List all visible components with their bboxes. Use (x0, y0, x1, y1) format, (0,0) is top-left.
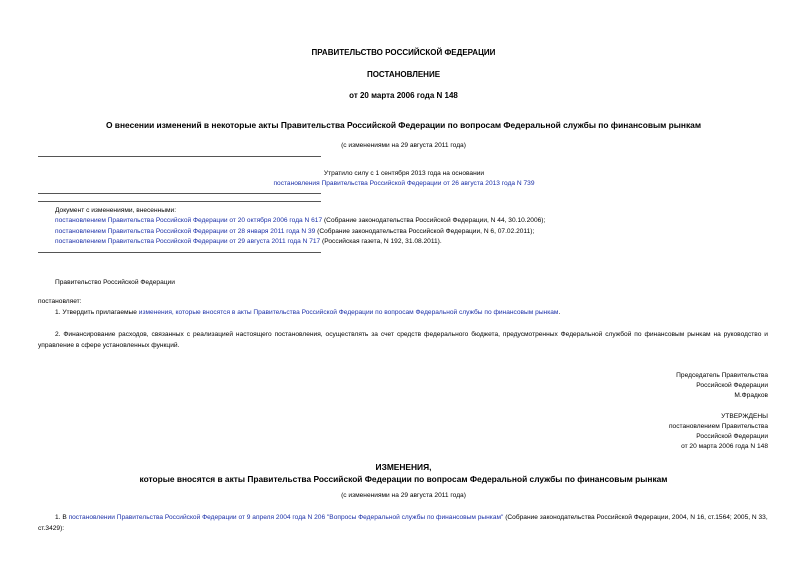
amendments-heading: Документ с изменениями, внесенными: (55, 207, 177, 214)
annex-changes-note: (с изменениями на 29 августа 2011 года) (341, 492, 466, 499)
amendment-link[interactable]: постановлением Правительства Российской Федерации от 29 августа 2011 года N 717 (55, 238, 321, 245)
government-line: Правительство Российской Федерации (55, 279, 175, 286)
amendment-item (55, 237, 442, 247)
paragraph-2: 2. Финансирование расходов, связанных с реализацией настоящего постановления, осуществлять за счет средств федерального бюджета, предусмотренных Федеральной службой по финансовым рынкам на руководство и управление в сфере установленных функций. (38, 331, 768, 349)
signature-title: Председатель Правительства (676, 372, 768, 379)
void-notice-link[interactable]: постановления Правительства Российской Федерации от 26 августа 2013 года N 739 (273, 180, 535, 187)
approved-by: постановлением Правительства (668, 423, 768, 430)
separator-line (38, 156, 321, 157)
amendment-source: (Собрание законодательства Российской Федерации, N 44, 30.10.2006); (322, 217, 546, 224)
annex-link[interactable]: изменения, которые вносятся в акты Правительства Российской Федерации по вопросам Федеральной службы по финансовым рынкам (138, 309, 559, 316)
paragraph-1: 1. Утвердить прилагаемые изменения, которые вносятся в акты Правительства Российской Федерации по вопросам Федеральной службы по финансовым рынкам. (55, 309, 561, 316)
changes-note: (с изменениями на 29 августа 2011 года) (341, 142, 466, 149)
separator-line (38, 201, 321, 202)
separator-line (38, 252, 321, 253)
amendment-item (55, 216, 545, 226)
annex-source-link[interactable]: постановлении Правительства Российской Федерации от 9 апреля 2004 года N 206 "Вопросы Федеральной службы по финансовым рынкам" (68, 514, 504, 521)
signature-country: Российской Федерации (696, 382, 768, 389)
signature-name: М.Фрадков (734, 392, 768, 399)
approved-heading: УТВЕРЖДЕНЫ (721, 413, 768, 420)
separator-line (38, 193, 321, 194)
annex-title: ИЗМЕНЕНИЯ, (375, 462, 432, 472)
void-notice-text: Утратило силу с 1 сентября 2013 года на основании (323, 170, 485, 177)
amendment-source: (Собрание законодательства Российской Федерации, N 6, 07.02.2011); (315, 228, 535, 235)
amendment-source: (Российская газета, N 192, 31.08.2011). (320, 238, 442, 245)
amendment-item (55, 227, 534, 237)
amendment-link[interactable]: постановлением Правительства Российской Федерации от 20 октября 2006 года N 617 (55, 217, 323, 224)
amendment-link[interactable]: постановлением Правительства Российской Федерации от 28 января 2011 года N 39 (55, 228, 316, 235)
document-type: ПОСТАНОВЛЕНИЕ (366, 70, 441, 79)
decides-line: постановляет: (38, 298, 82, 305)
annex-paragraph-1: 1. В постановлении Правительства Российской Федерации от 9 апреля 2004 года N 206 "Вопросы Федеральной службы по финансовым рынкам" (Собрание законодательства Российской Федерации, 2004, N 16, ст.1564; 2005, N 33, ст.3429): (38, 514, 768, 532)
annex-subtitle: которые вносятся в акты Правительства Российской Федерации по вопросам Федеральной службы по финансовым рынкам (139, 474, 668, 484)
government-heading: ПРАВИТЕЛЬСТВО РОССИЙСКОЙ ФЕДЕРАЦИИ (311, 48, 496, 57)
document-title: О внесении изменений в некоторые акты Правительства Российской Федерации по вопросам Федеральной службы по финансовым рынкам (105, 120, 702, 130)
approved-country: Российской Федерации (696, 433, 768, 440)
approved-date: от 20 марта 2006 года N 148 (681, 443, 768, 450)
document-date-number: от 20 марта 2006 года N 148 (349, 91, 458, 100)
